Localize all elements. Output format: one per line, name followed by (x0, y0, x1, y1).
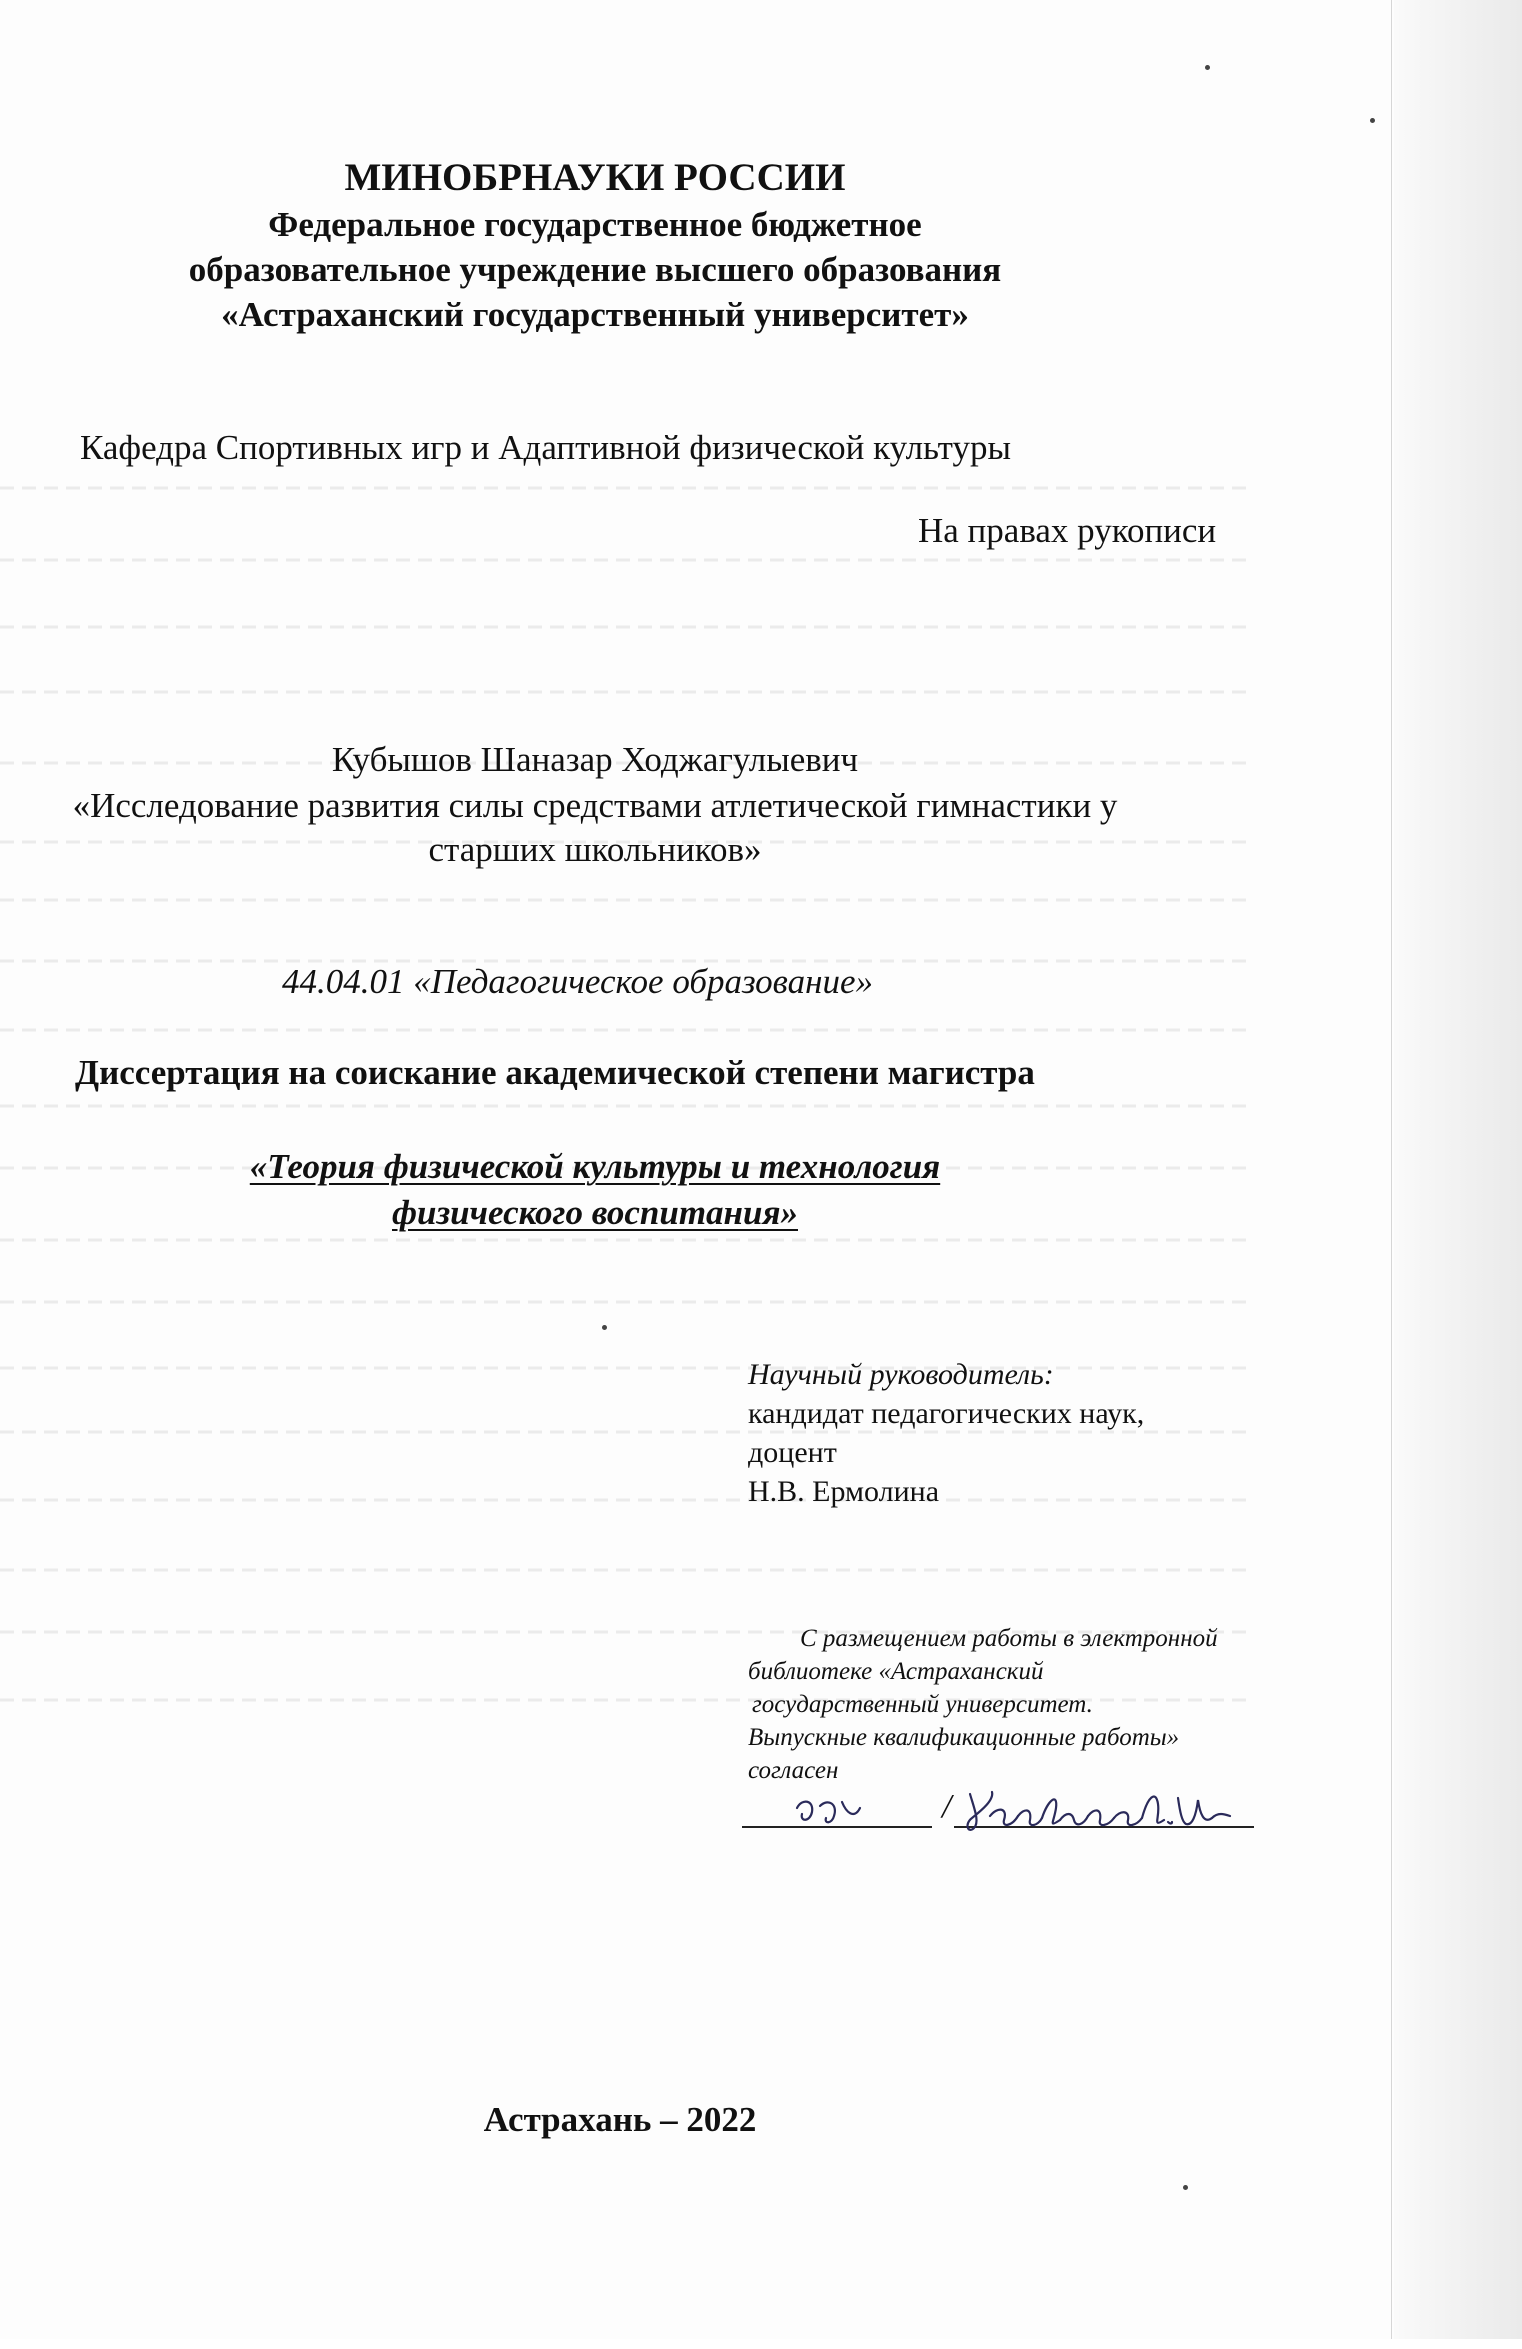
degree-statement: Диссертация на соискание академической степени магистра (75, 1053, 1035, 1092)
city-year: Астрахань – 2022 (483, 2100, 757, 2139)
consent-line-2: библиотеке «Астраханский (748, 1658, 1044, 1685)
handwritten-signature-icon (742, 1778, 1342, 1838)
scan-speck (1183, 2185, 1188, 2190)
program-line-1: «Теория физической культуры и технология (249, 1147, 941, 1186)
specialty-code: 44.04.01 «Педагогическое образование» (282, 962, 874, 1001)
advisor-label: Научный руководитель: (748, 1358, 1054, 1391)
institution-line-3: «Астраханский государственный университет» (221, 295, 969, 334)
scan-speck (1205, 65, 1210, 70)
institution-line-2: образовательное учреждение высшего образования (188, 250, 1002, 289)
advisor-degree: кандидат педагогических наук, (748, 1397, 1145, 1430)
signature-separator: / (942, 1788, 952, 1825)
advisor-rank: доцент (748, 1436, 837, 1469)
signature-row (742, 1778, 1342, 1834)
consent-line-5: согласен (748, 1757, 839, 1784)
advisor-name: Н.В. Ермолина (748, 1475, 940, 1508)
page-edge-line (1391, 0, 1392, 2339)
consent-line-1: С размещением работы в электронной (800, 1625, 1218, 1652)
consent-line-4: Выпускные квалификационные работы» (748, 1724, 1180, 1751)
program-line-2: физического воспитания» (392, 1193, 798, 1232)
manuscript-note: На правах рукописи (918, 511, 1217, 550)
page-edge-shadow (1394, 0, 1522, 2339)
scan-speck (602, 1325, 607, 1330)
ministry-title: МИНОБРНАУКИ РОССИИ (344, 156, 846, 199)
consent-line-3: государственный университет. (752, 1691, 1093, 1718)
department-name: Кафедра Спортивных игр и Адаптивной физической культуры (80, 428, 1012, 467)
topic-line-2: старших школьников» (428, 830, 762, 869)
author-name: Кубышов Шаназар Ходжагулыевич (331, 740, 859, 779)
topic-line-1: «Исследование развития силы средствами атлетической гимнастики у (72, 786, 1118, 825)
scan-speck (1370, 118, 1375, 123)
institution-line-1: Федеральное государственное бюджетное (268, 205, 922, 244)
